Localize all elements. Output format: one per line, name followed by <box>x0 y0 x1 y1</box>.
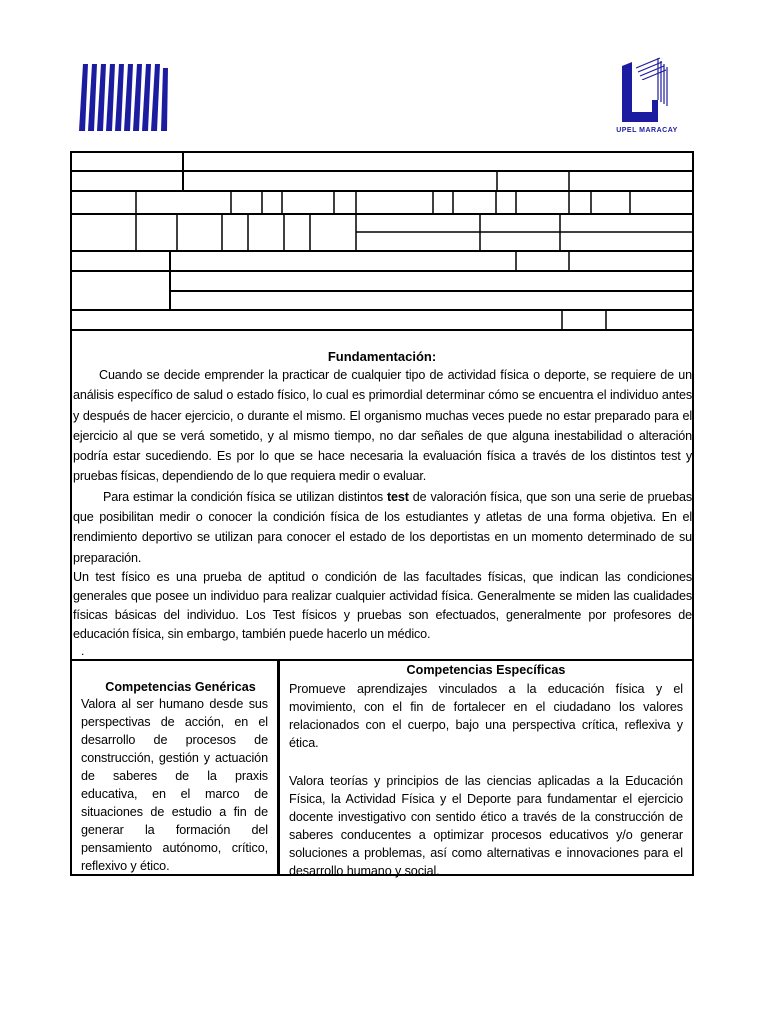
p2-text-after: de valoración física, que son una serie de pruebas que posibilitan medir o conocer la condición física de los estudiantes y atletas de una forma objetiva. En el rendimiento deportivo se utilizan para conocer el estado de los deportistas en un momento determinado de su preparación. <box>73 489 692 565</box>
competencias-especificas-paragraph-1: Promueve aprendizajes vinculados a la educación física y el movimiento, con el fin de fortalecer en el ciudadano los valores relacionados con el cuerpo, bajo una perspectiva crítica, reflexiva y ética. <box>289 682 683 750</box>
upel-maracay-caption: UPEL MARACAY <box>616 127 678 134</box>
competencias-genericas-text: Valora al ser humano desde sus perspectivas de acción, en el desarrollo de procesos de construcción, gestión y actuación de saberes de la praxis educativa, en el marco de situaciones de estudio a fin de generar la formación del pensamiento autónomo, crítico, reflexivo y ético. <box>81 697 268 873</box>
fundamentacion-section <box>70 330 694 660</box>
competencias-genericas-title: Competencias Genéricas <box>105 680 256 694</box>
upel-maracay-logo <box>608 56 684 136</box>
competencias-table <box>70 660 694 876</box>
upel-striped-logo <box>79 64 172 131</box>
p2-bold-test: test <box>387 489 409 504</box>
competencias-especificas-cell <box>279 661 692 878</box>
fundamentacion-paragraph-1: Cuando se decide emprender la practicar de cualquier tipo de actividad física o deporte, se requiere de un análisis específico de salud o estado físico, lo cual es primordial determinar cómo se encuentra el individuo antes y después de hacer ejercicio, o durante el mismo. El organismo muchas veces puede no estar preparado para el ejercicio al que se verá sometido, y al mismo tiempo, no dar señales de que alguna inestabilidad o alteración podría estar sucediendo. Es por lo que se hace necesaria la evaluación física a través de los distintos test y pruebas físicas, dependiendo de lo que requiera medir o evaluar. <box>73 368 692 484</box>
trailing-dot: . <box>81 643 85 658</box>
paragraph-gap <box>280 752 692 770</box>
competencias-especificas-title: Competencias Específicas <box>406 663 566 677</box>
competencias-genericas-cell <box>72 661 279 874</box>
header-form-grid <box>70 151 694 330</box>
fundamentacion-title: Fundamentación: <box>327 349 437 364</box>
competencias-especificas-paragraph-2: Valora teorías y principios de las ciencias aplicadas a la Educación Física, la Actividad Física y el Deporte para fundamentar el ejercicio docente investigativo con sentido ético a través de la construcción de saberes conducentes a optimizar procesos educativos y/o generar soluciones a problemas, así como alternativas e innovaciones para el desarrollo humano y social. <box>289 774 683 878</box>
p2-text-before: Para estimar la condición física se utilizan distintos <box>103 489 387 504</box>
fundamentacion-paragraph-3: Un test físico es una prueba de aptitud o condición de las facultades físicas, que indican las condiciones generales que posee un individuo para realizar cualquier actividad física. Generalmente se miden las cualidades físicas básicas del individuo. Los Test físicos y pruebas son efectuados, generalmente por profesores de educación física, sin embargo, también puede hacerlo un médico. <box>73 569 692 641</box>
fundamentacion-paragraph-2 <box>73 487 692 568</box>
